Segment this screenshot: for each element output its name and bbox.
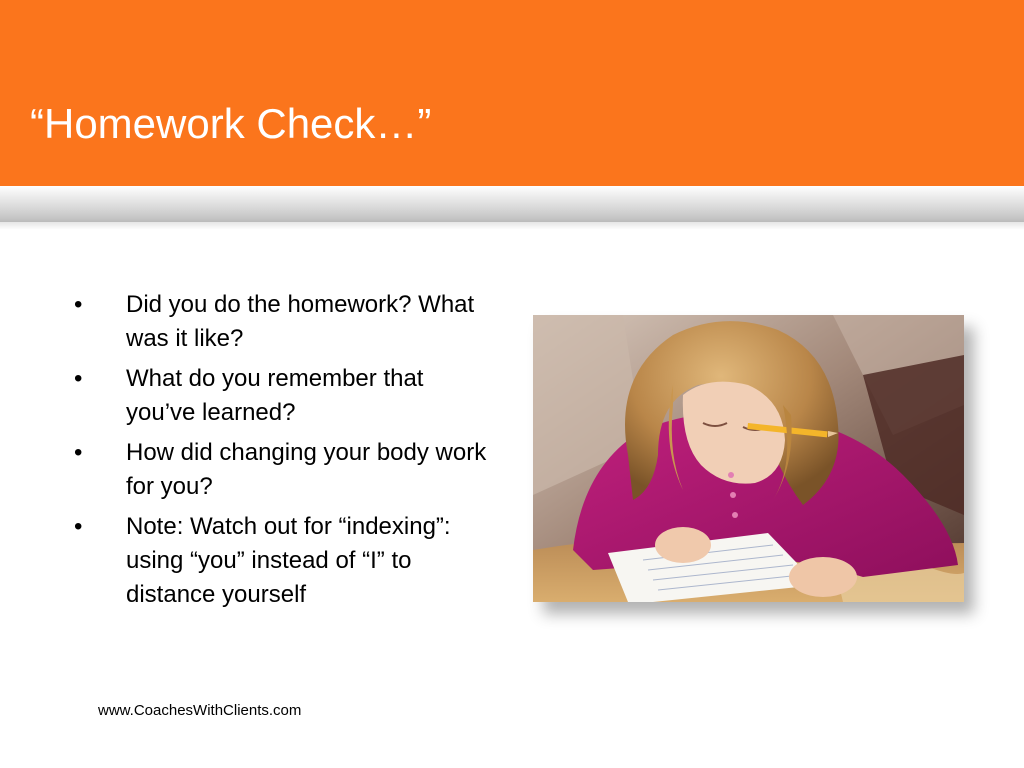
bullet-text: Did you do the homework? What was it like? bbox=[126, 291, 475, 352]
bullet-marker: • bbox=[74, 439, 83, 466]
bullet-marker: • bbox=[74, 291, 83, 318]
bullet-list bbox=[74, 288, 494, 618]
photo-illustration bbox=[533, 315, 964, 602]
bullet-text: How did changing your body work for you? bbox=[126, 439, 487, 500]
girl-doing-homework-photo bbox=[533, 315, 964, 602]
bullet-marker: • bbox=[74, 513, 83, 540]
bullet-item bbox=[74, 362, 494, 430]
footer-url[interactable]: www.CoachesWithClients.com bbox=[98, 702, 302, 719]
header-divider-shadow bbox=[0, 222, 1024, 230]
bullet-text: What do you remember that you’ve learned? bbox=[126, 365, 424, 426]
bullet-item bbox=[74, 288, 494, 356]
bullet-text: Note: Watch out for “indexing”: using “you” instead of “I” to distance yourself bbox=[126, 513, 451, 608]
header-band bbox=[0, 0, 1024, 186]
bullet-marker: • bbox=[74, 365, 83, 392]
slide-title: “Homework Check…” bbox=[30, 100, 432, 147]
header-divider bbox=[0, 186, 1024, 222]
bullet-item bbox=[74, 510, 494, 612]
bullet-item bbox=[74, 436, 494, 504]
